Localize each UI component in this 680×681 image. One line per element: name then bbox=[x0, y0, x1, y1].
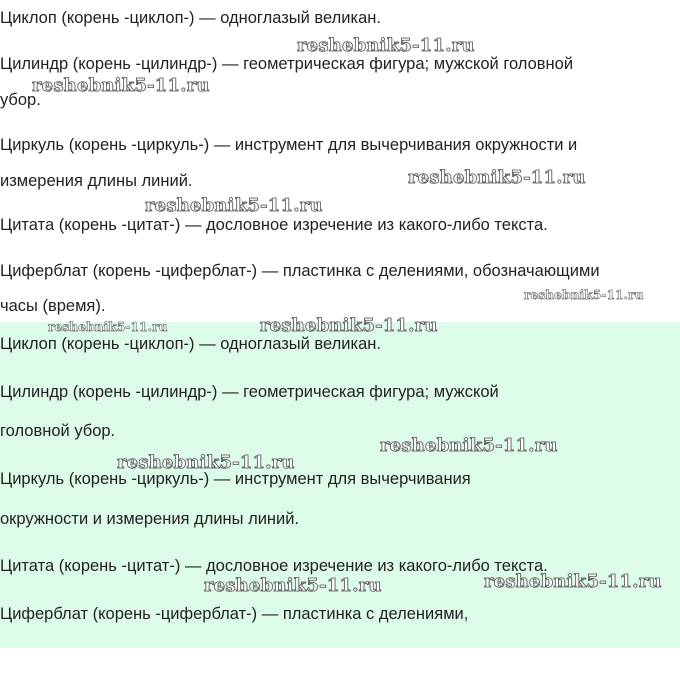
watermark-text: reshebnik5-11.ru bbox=[260, 315, 438, 336]
text-line: Цилиндр (корень -цилиндр-) — геометрическая фигура; мужской bbox=[0, 383, 499, 401]
text-line: Цитата (корень -цитат-) — дословное изречение из какого-либо текста. bbox=[0, 557, 548, 575]
watermark-text: reshebnik5-11.ru bbox=[204, 575, 382, 596]
green-text-section bbox=[0, 322, 680, 648]
watermark-text: reshebnik5-11.ru bbox=[48, 320, 168, 334]
text-line: Циркуль (корень -циркуль-) — инструмент для вычерчивания окружности и bbox=[0, 136, 578, 154]
text-line: часы (время). bbox=[0, 297, 106, 315]
text-line: Цилиндр (корень -цилиндр-) — геометрическая фигура; мужской головной bbox=[0, 55, 574, 73]
text-line: окружности и измерения длины линий. bbox=[0, 510, 300, 528]
watermark-text: reshebnik5-11.ru bbox=[297, 35, 475, 56]
text-line: Циклоп (корень -циклоп-) — одноглазый великан. bbox=[0, 335, 381, 353]
text-line: Циферблат (корень -циферблат-) — пластинка с делениями, обозначающими bbox=[0, 262, 600, 280]
text-line: Циклоп (корень -циклоп-) — одноглазый великан. bbox=[0, 9, 381, 27]
text-line: Циферблат (корень -циферблат-) — пластинка с делениями, bbox=[0, 605, 469, 623]
text-line: Цитата (корень -цитат-) — дословное изречение из какого-либо текста. bbox=[0, 216, 548, 234]
text-line: измерения длины линий. bbox=[0, 172, 193, 190]
text-line: Циркуль (корень -циркуль-) — инструмент для вычерчивания bbox=[0, 470, 471, 488]
watermark-text: reshebnik5-11.ru bbox=[380, 435, 558, 456]
watermark-text: reshebnik5-11.ru bbox=[408, 167, 586, 188]
watermark-text: reshebnik5-11.ru bbox=[524, 288, 644, 302]
text-line: головной убор. bbox=[0, 422, 116, 440]
watermark-text: reshebnik5-11.ru bbox=[32, 75, 210, 96]
watermark-text: reshebnik5-11.ru bbox=[117, 452, 295, 473]
text-line: убор. bbox=[0, 91, 41, 109]
watermark-text: reshebnik5-11.ru bbox=[145, 195, 323, 216]
watermark-text: reshebnik5-11.ru bbox=[484, 571, 662, 592]
